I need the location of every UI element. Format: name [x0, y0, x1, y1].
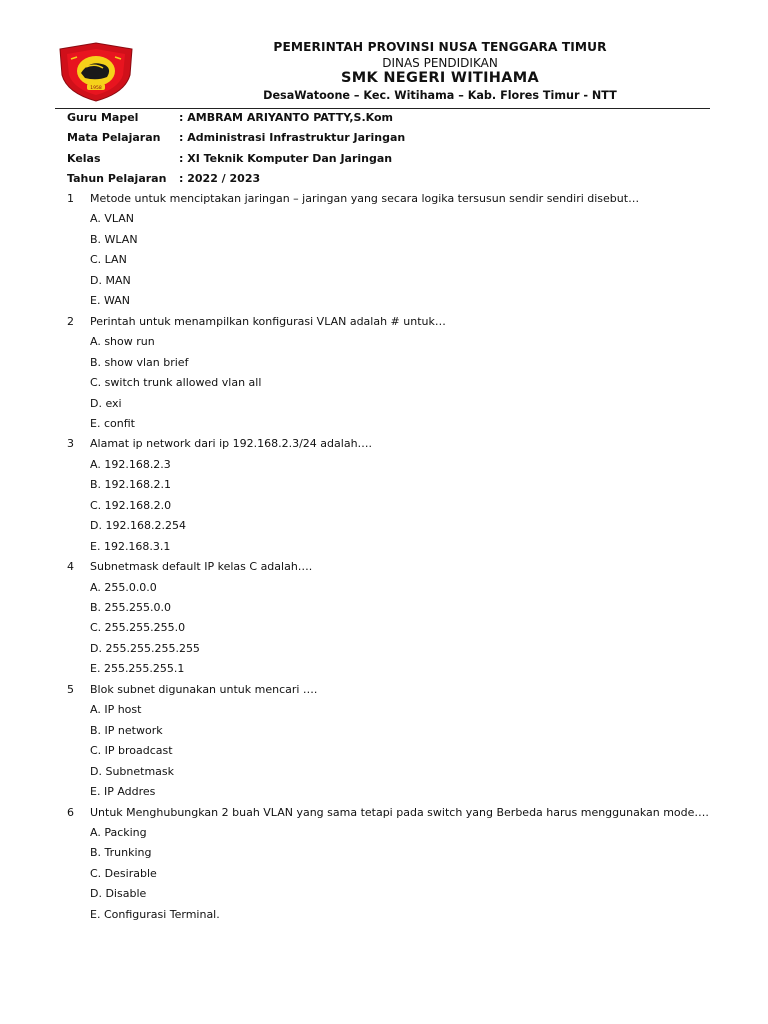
answer-option: B. 192.168.2.1	[90, 478, 172, 492]
answer-option: E. IP Addres	[90, 785, 156, 799]
answer-option: C. IP broadcast	[90, 744, 173, 758]
ntt-provincial-shield-icon	[57, 41, 135, 103]
question-text: Blok subnet digunakan untuk mencari ….	[90, 682, 318, 696]
answer-option: C. switch trunk allowed vlan all	[90, 376, 262, 390]
logo-year: 1958	[90, 86, 102, 91]
answer-option: A. Packing	[90, 825, 147, 839]
answer-option: A. 192.168.2.3	[90, 457, 171, 471]
exam-info-label: Guru Mapel	[67, 111, 139, 124]
answer-option: A. 255.0.0.0	[90, 580, 157, 594]
answer-option: B. Trunking	[90, 846, 152, 860]
exam-info-value: : Administrasi Infrastruktur Jaringan	[179, 131, 406, 145]
question-number: 3	[67, 437, 74, 451]
answer-option: A. IP host	[90, 703, 142, 717]
answer-option: B. show vlan brief	[90, 355, 189, 369]
answer-option: A. VLAN	[90, 212, 134, 226]
answer-option: E. Configurasi Terminal.	[90, 907, 220, 921]
header-department: DINAS PENDIDIKAN	[382, 56, 498, 70]
exam-info-row	[67, 152, 392, 165]
question-text: Perintah untuk menampilkan konfigurasi VLAN adalah # untuk…	[90, 314, 446, 328]
answer-option: C. 192.168.2.0	[90, 498, 172, 512]
question-number: 5	[67, 682, 74, 696]
exam-info-label: Tahun Pelajaran	[67, 171, 167, 185]
exam-info-value: : XI Teknik Komputer Dan Jaringan	[179, 151, 393, 165]
answer-option: E. 192.168.3.1	[90, 539, 171, 553]
answer-option: B. 255.255.0.0	[90, 601, 172, 614]
question-text: Untuk Menghubungkan 2 buah VLAN yang sama tetapi pada switch yang Berbeda harus menggunakan mode….	[90, 805, 709, 819]
answer-option: B. WLAN	[90, 232, 138, 246]
answer-option: D. exi	[90, 396, 122, 410]
answer-option: C. Desirable	[90, 866, 157, 880]
header-address: DesaWatoone – Kec. Witihama – Kab. Flores Timur - NTT	[263, 89, 617, 102]
header-divider	[55, 108, 710, 109]
question-text: Subnetmask default IP kelas C adalah….	[90, 560, 313, 574]
header-government: PEMERINTAH PROVINSI NUSA TENGGARA TIMUR	[273, 40, 607, 54]
answer-option: E. WAN	[90, 294, 130, 308]
exam-info-value: : AMBRAM ARIYANTO PATTY,S.Kom	[179, 111, 393, 124]
question-number: 4	[67, 560, 74, 574]
answer-option: D. Subnetmask	[90, 764, 175, 778]
exam-info-row	[67, 172, 260, 185]
answer-option: C. 255.255.255.0	[90, 621, 186, 635]
exam-info-row	[67, 131, 405, 144]
question-number: 1	[67, 192, 74, 205]
exam-info-label: Mata Pelajaran	[67, 131, 161, 145]
question-number: 6	[67, 805, 74, 819]
answer-option: D. 192.168.2.254	[90, 519, 186, 533]
question-number: 2	[67, 314, 74, 328]
answer-option: E. 255.255.255.1	[90, 662, 185, 676]
answer-option: A. show run	[90, 335, 155, 349]
answer-option: D. Disable	[90, 887, 147, 901]
answer-option: B. IP network	[90, 723, 163, 737]
answer-option: D. 255.255.255.255	[90, 641, 200, 655]
answer-option: E. confit	[90, 416, 135, 430]
answer-option: C. LAN	[90, 253, 127, 267]
question-text: Alamat ip network dari ip 192.168.2.3/24 adalah….	[90, 437, 373, 451]
exam-info-label: Kelas	[67, 151, 101, 165]
answer-option: D. MAN	[90, 273, 131, 287]
header-school-name: SMK NEGERI WITIHAMA	[341, 70, 539, 86]
exam-info-value: : 2022 / 2023	[179, 171, 261, 185]
question-text: Metode untuk menciptakan jaringan – jaringan yang secara logika tersusun sendir sendiri disebut…	[90, 192, 640, 205]
exam-info-row	[67, 111, 393, 124]
